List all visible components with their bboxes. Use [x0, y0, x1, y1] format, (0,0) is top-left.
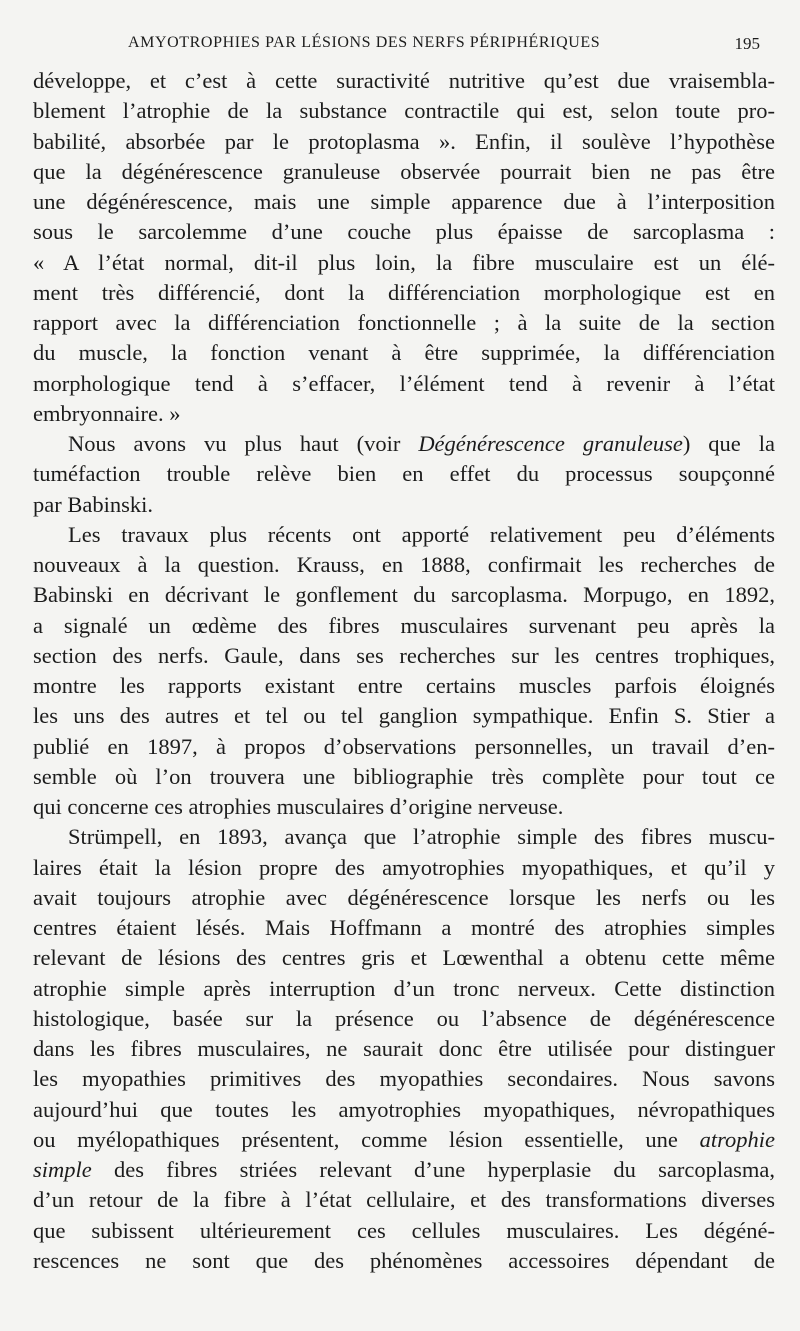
- text-line: d’un retour de la fibre à l’état cellulaire, et des transformations diverses: [33, 1187, 775, 1213]
- text-line: embryonnaire. »: [33, 400, 181, 426]
- text-line: rescences ne sont que des phénomènes accessoires dépendant de: [33, 1247, 775, 1273]
- text-line: Strümpell, en 1893, avança que l’atrophie simple des fibres muscu-: [68, 824, 775, 850]
- text-run: des fibres striées relevant d’une hyperplasie du sarcoplasma,: [91, 1157, 775, 1182]
- paragraph: [33, 520, 775, 823]
- text-line: développe, et c’est à cette suractivité nutritive qu’est due vraisembla-: [33, 68, 775, 93]
- page-number: 195: [734, 34, 760, 53]
- body-text: [33, 66, 775, 1276]
- text-line: a signalé un œdème des fibres musculaires survenant peu après la: [33, 612, 775, 638]
- text-line: les myopathies primitives des myopathies secondaires. Nous savons: [33, 1066, 775, 1092]
- text-line: [33, 1155, 775, 1185]
- text-line: babilité, absorbée par le protoplasma ». Enfin, il soulève l’hypothèse: [33, 128, 775, 154]
- text-line: ment très différencié, dont la différenciation morphologique est en: [33, 279, 775, 305]
- italic-term: Dégénérescence granuleuse: [418, 431, 683, 456]
- text-line: par Babinski.: [33, 491, 153, 517]
- text-line: avait toujours atrophie avec dégénérescence lorsque les nerfs ou les: [33, 884, 775, 910]
- text-line: dans les fibres musculaires, ne saurait donc être utilisée pour distinguer: [33, 1036, 775, 1061]
- paragraph: [33, 66, 775, 429]
- text-line: [33, 429, 775, 459]
- text-run: ) que la: [682, 431, 775, 456]
- text-line: tuméfaction trouble relève bien en effet du processus soupçonné: [33, 461, 775, 487]
- text-line: semble où l’on trouvera une bibliographie très complète pour tout ce: [33, 763, 775, 789]
- text-line: que subissent ultérieurement ces cellules musculaires. Les dégéné-: [33, 1217, 775, 1243]
- text-line: montre les rapports existant entre certains muscles parfois éloignés: [33, 673, 775, 698]
- text-line: que la dégénérescence granuleuse observée pourrait bien ne pas être: [33, 158, 775, 184]
- text-line: aujourd’hui que toutes les amyotrophies myopathiques, névropathiques: [33, 1096, 775, 1122]
- text-line: relevant de lésions des centres gris et Lœwenthal a obtenu cette même: [33, 945, 775, 971]
- paragraph: [33, 429, 775, 520]
- text-line: du muscle, la fonction venant à être supprimée, la différenciation: [33, 340, 775, 366]
- text-line: rapport avec la différenciation fonctionnelle ; à la suite de la section: [33, 310, 775, 335]
- text-line: Babinski en décrivant le gonflement du sarcoplasma. Morpugo, en 1892,: [33, 582, 775, 608]
- italic-term: simple: [33, 1157, 92, 1182]
- text-line: publié en 1897, à propos d’observations personnelles, un travail d’en-: [33, 733, 775, 759]
- text-run: ou myélopathiques présentent, comme lésion essentielle, une: [33, 1126, 700, 1152]
- running-head: [0, 34, 800, 58]
- text-line: centres étaient lésés. Mais Hoffmann a montré des atrophies simples: [33, 915, 775, 940]
- running-title: AMYOTROPHIES PAR LÉSIONS DES NERFS PÉRIPHÉRIQUES: [128, 34, 601, 51]
- text-line: section des nerfs. Gaule, dans ses recherches sur les centres trophiques,: [33, 642, 775, 668]
- text-line: qui concerne ces atrophies musculaires d’origine nerveuse.: [33, 794, 564, 819]
- text-line: morphologique tend à s’effacer, l’élément tend à revenir à l’état: [33, 370, 775, 396]
- text-line: les uns des autres et tel ou tel ganglion sympathique. Enfin S. Stier a: [33, 703, 775, 729]
- text-run: Nous avons vu plus haut (voir: [68, 431, 419, 456]
- text-line: une dégénérescence, mais une simple apparence due à l’interposition: [33, 189, 775, 214]
- text-line: Les travaux plus récents ont apporté relativement peu d’éléments: [68, 521, 775, 547]
- text-line: atrophie simple après interruption d’un tronc nerveux. Cette distinction: [33, 975, 775, 1001]
- paragraph: [33, 822, 775, 1276]
- text-line: blement l’atrophie de la substance contractile qui est, selon toute pro-: [33, 98, 775, 124]
- text-line: « A l’état normal, dit-il plus loin, la fibre musculaire est un élé-: [33, 249, 775, 275]
- text-line: laires était la lésion propre des amyotrophies myopathiques, et qu’il y: [33, 854, 775, 880]
- text-line: histologique, basée sur la présence ou l’absence de dégénérescence: [33, 1005, 775, 1031]
- text-line: nouveaux à la question. Krauss, en 1888, confirmait les recherches de: [33, 552, 775, 577]
- text-line: sous le sarcolemme d’une couche plus épaisse de sarcoplasma :: [33, 219, 775, 245]
- italic-term: atrophie: [699, 1126, 775, 1152]
- text-line: [33, 1125, 775, 1155]
